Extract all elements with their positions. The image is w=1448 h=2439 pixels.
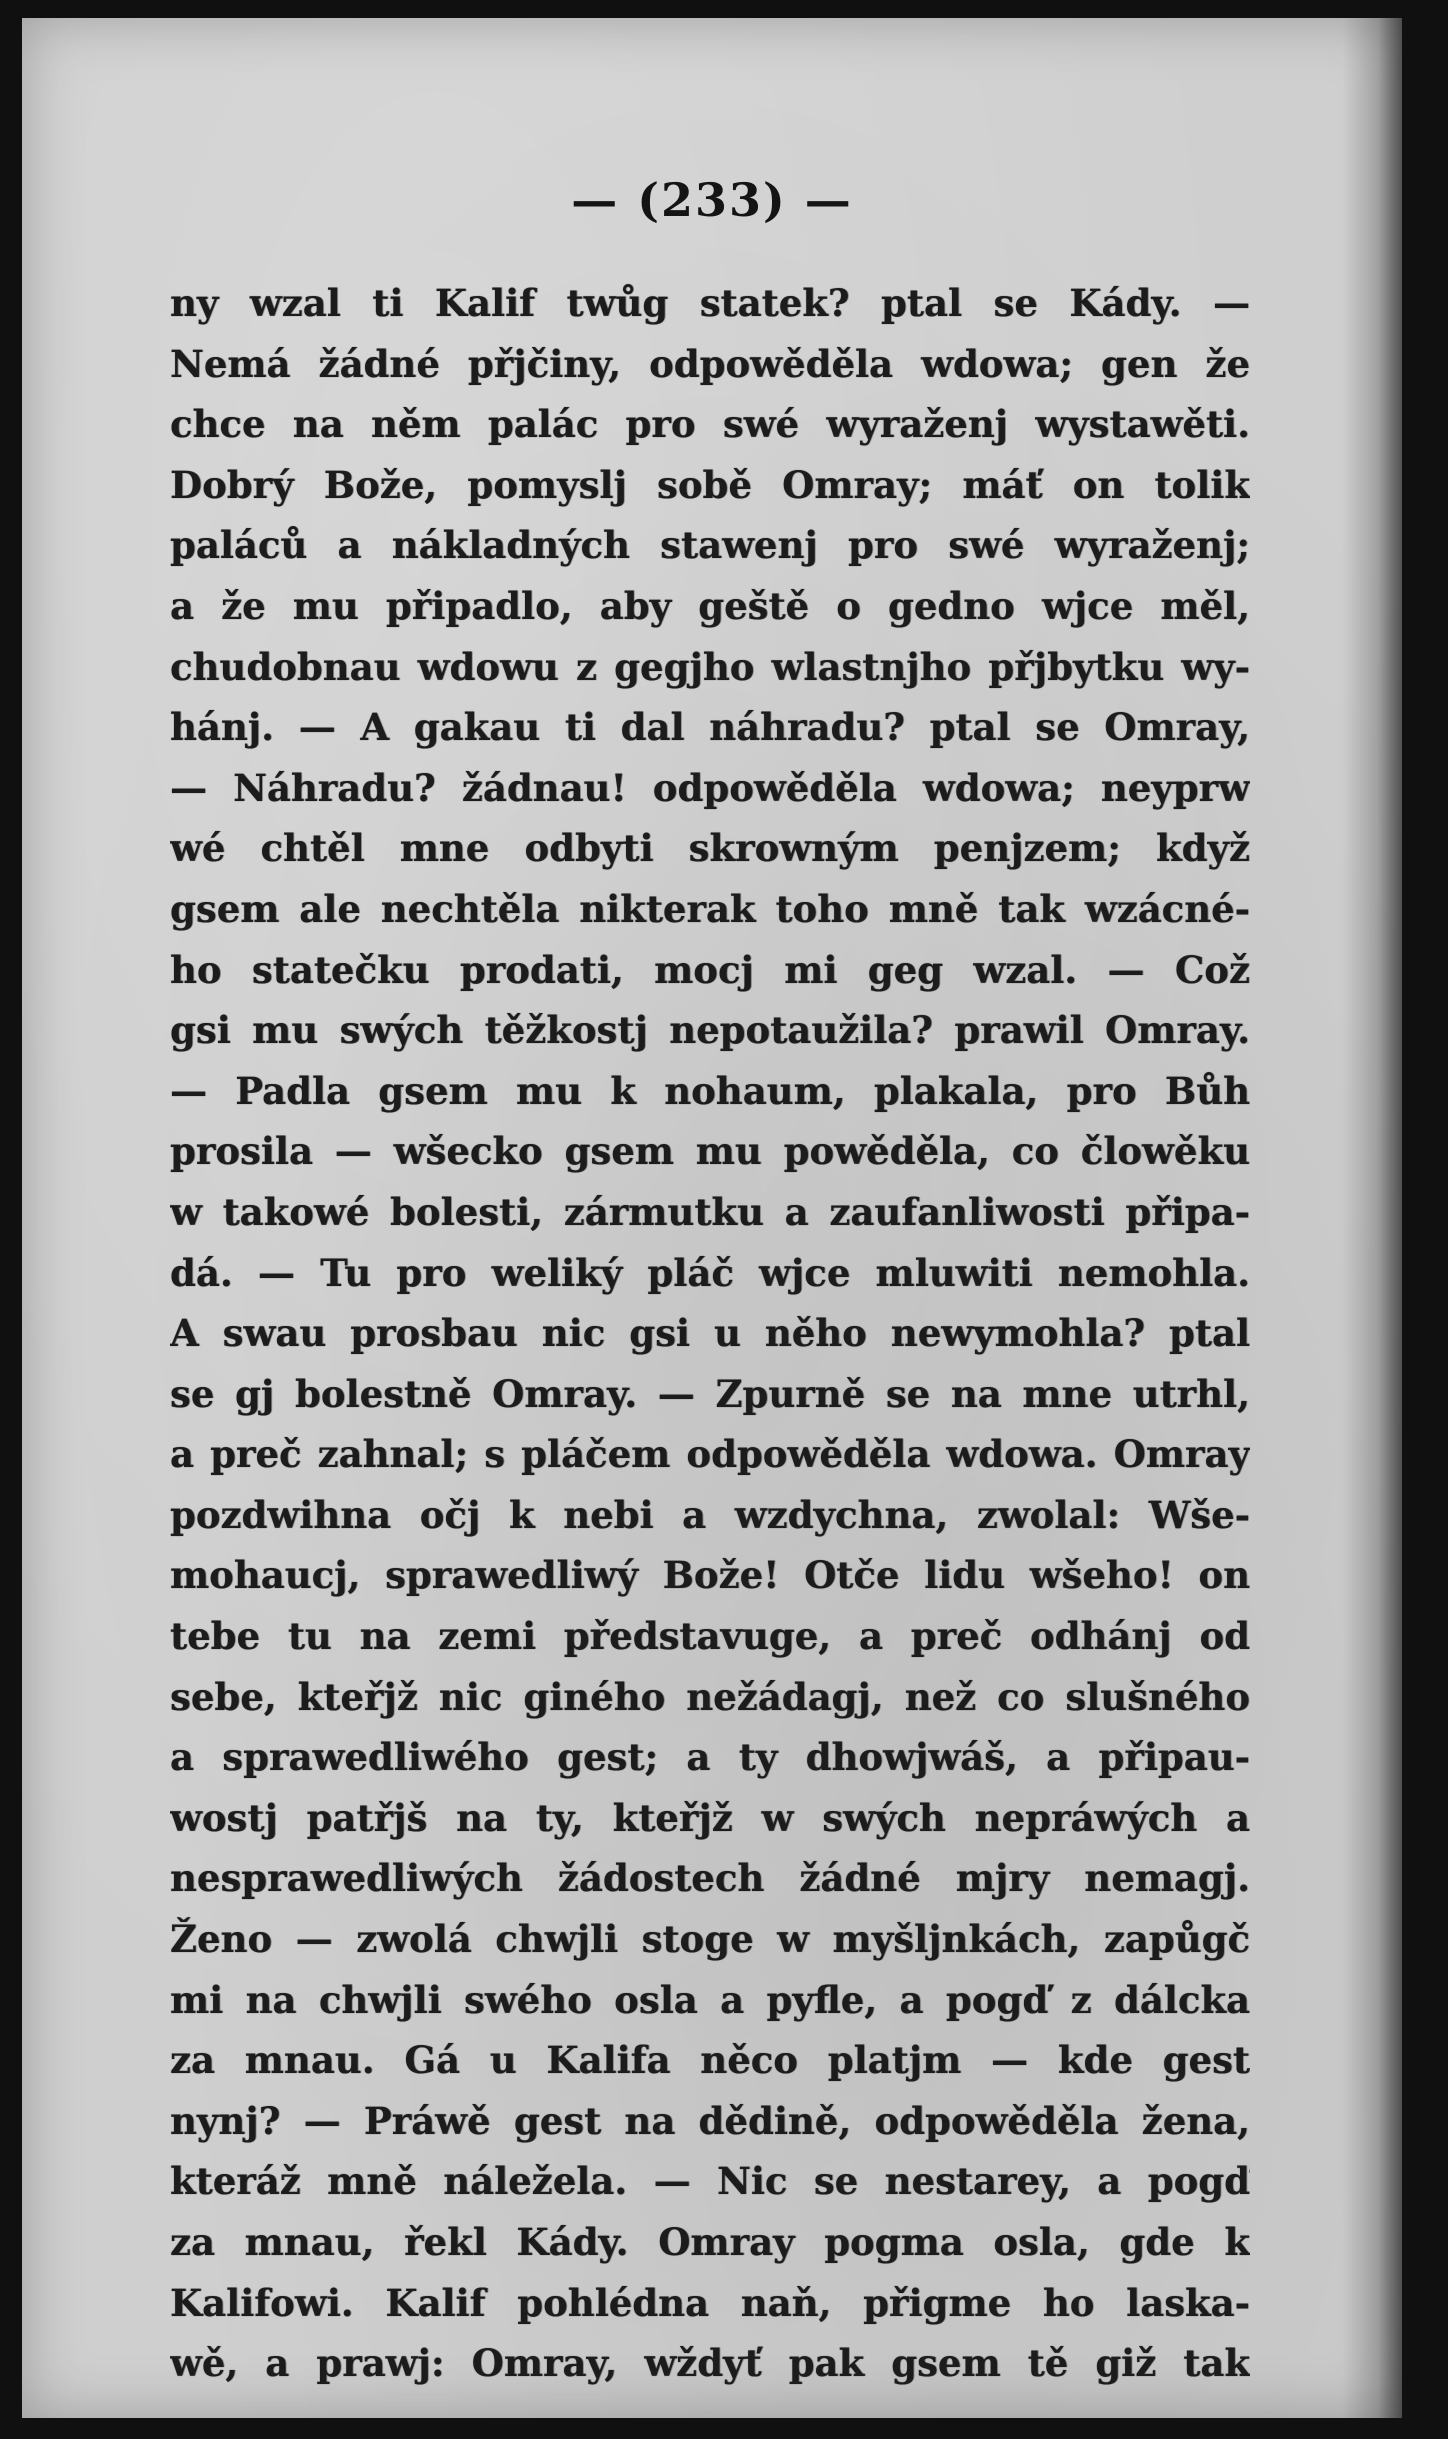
text-line: ny wzal ti Kalif twůg statek? ptal se Kády. — <box>170 281 1250 325</box>
page-number: — (233) — <box>571 173 853 227</box>
text-line: chce na něm palác pro swé wyraženj wystawěti. <box>170 402 1250 447</box>
text-line: wě, a prawj: Omray, wždyť pak gsem tě giž tak <box>170 2341 1250 2386</box>
text-line: — Náhradu? žádnau! odpowěděla wdowa; neyprw <box>170 765 1250 810</box>
text-line: a sprawedliwého gest; a ty dhowjwáš, a připau- <box>170 1735 1250 1780</box>
text-line: — Padla gsem mu k nohaum, plakala, pro Bůh <box>170 1068 1250 1113</box>
text-line: wé chtěl mne odbyti skrowným penjzem; když <box>170 826 1250 871</box>
text-line: A swau prosbau nic gsi u něho newymohla? ptal <box>170 1311 1250 1356</box>
page-body-text <box>170 273 1250 2394</box>
text-line: dá. — Tu pro weliký pláč wjce mluwiti nemohla. <box>170 1250 1250 1295</box>
text-line: w takowé bolesti, zármutku a zaufanliwosti připa- <box>170 1189 1250 1234</box>
text-line: Kalifowi. Kalif pohlédna naň, přigme ho laska- <box>170 2280 1250 2325</box>
text-line: a preč zahnal; s pláčem odpowěděla wdowa. Omray <box>170 1432 1250 1477</box>
page-gutter-shadow <box>1342 18 1402 2418</box>
text-line: wostj patřjš na ty, kteřjž w swých nepráwých a <box>170 1795 1250 1840</box>
text-line: paláců a nákladných stawenj pro swé wyraženj; <box>170 523 1250 568</box>
text-line: kteráž mně náležela. — Nic se nestarey, a pogď <box>170 2159 1250 2204</box>
text-line: gsem ale nechtěla nikterak toho mně tak wzácné- <box>170 886 1250 931</box>
text-line: gsi mu swých těžkostj nepotaužila? prawil Omray. <box>170 1008 1250 1053</box>
text-line: mohaucj, sprawedliwý Bože! Otče lidu wšeho! on <box>170 1553 1250 1598</box>
text-line: a že mu připadlo, aby geště o gedno wjce měl, <box>170 583 1250 628</box>
text-line: hánj. — A gakau ti dal náhradu? ptal se Omray, <box>170 705 1250 750</box>
text-line: prosila — wšecko gsem mu powěděla, co člowěku <box>170 1129 1250 1174</box>
text-line: nesprawedliwých žádostech žádné mjry nemagj. <box>170 1856 1250 1901</box>
text-line: se gj bolestně Omray. — Zpurně se na mne utrhl, <box>170 1371 1250 1416</box>
text-line: ho statečku prodati, mocj mi geg wzal. — Což <box>170 947 1250 992</box>
text-line: za mnau. Gá u Kalifa něco platjm — kde gest <box>170 2038 1250 2083</box>
text-line: mi na chwjli swého osla a pyfle, a pogď z dálcka <box>170 1977 1250 2022</box>
text-line: Ženo — zwolá chwjli stoge w myšljnkách, zapůgč <box>170 1917 1250 1962</box>
text-line: nynj? — Práwě gest na dědině, odpowěděla žena, <box>170 2098 1250 2143</box>
text-line: pozdwihna očj k nebi a wzdychna, zwolal: Wše- <box>170 1492 1250 1537</box>
book-page <box>22 18 1402 2418</box>
text-line: Dobrý Bože, pomyslj sobě Omray; máť on tolik <box>170 462 1250 507</box>
text-line: chudobnau wdowu z gegjho wlastnjho přjbytku wy- <box>170 644 1250 689</box>
text-line: Nemá žádné přjčiny, odpowěděla wdowa; gen že <box>170 341 1250 386</box>
text-line: za mnau, řekl Kády. Omray pogma osla, gde k <box>170 2220 1250 2264</box>
text-line: sebe, kteřjž nic giného nežádagj, než co slušného <box>170 1674 1250 1719</box>
text-line: tebe tu na zemi představuge, a preč odhánj od <box>170 1614 1250 1659</box>
